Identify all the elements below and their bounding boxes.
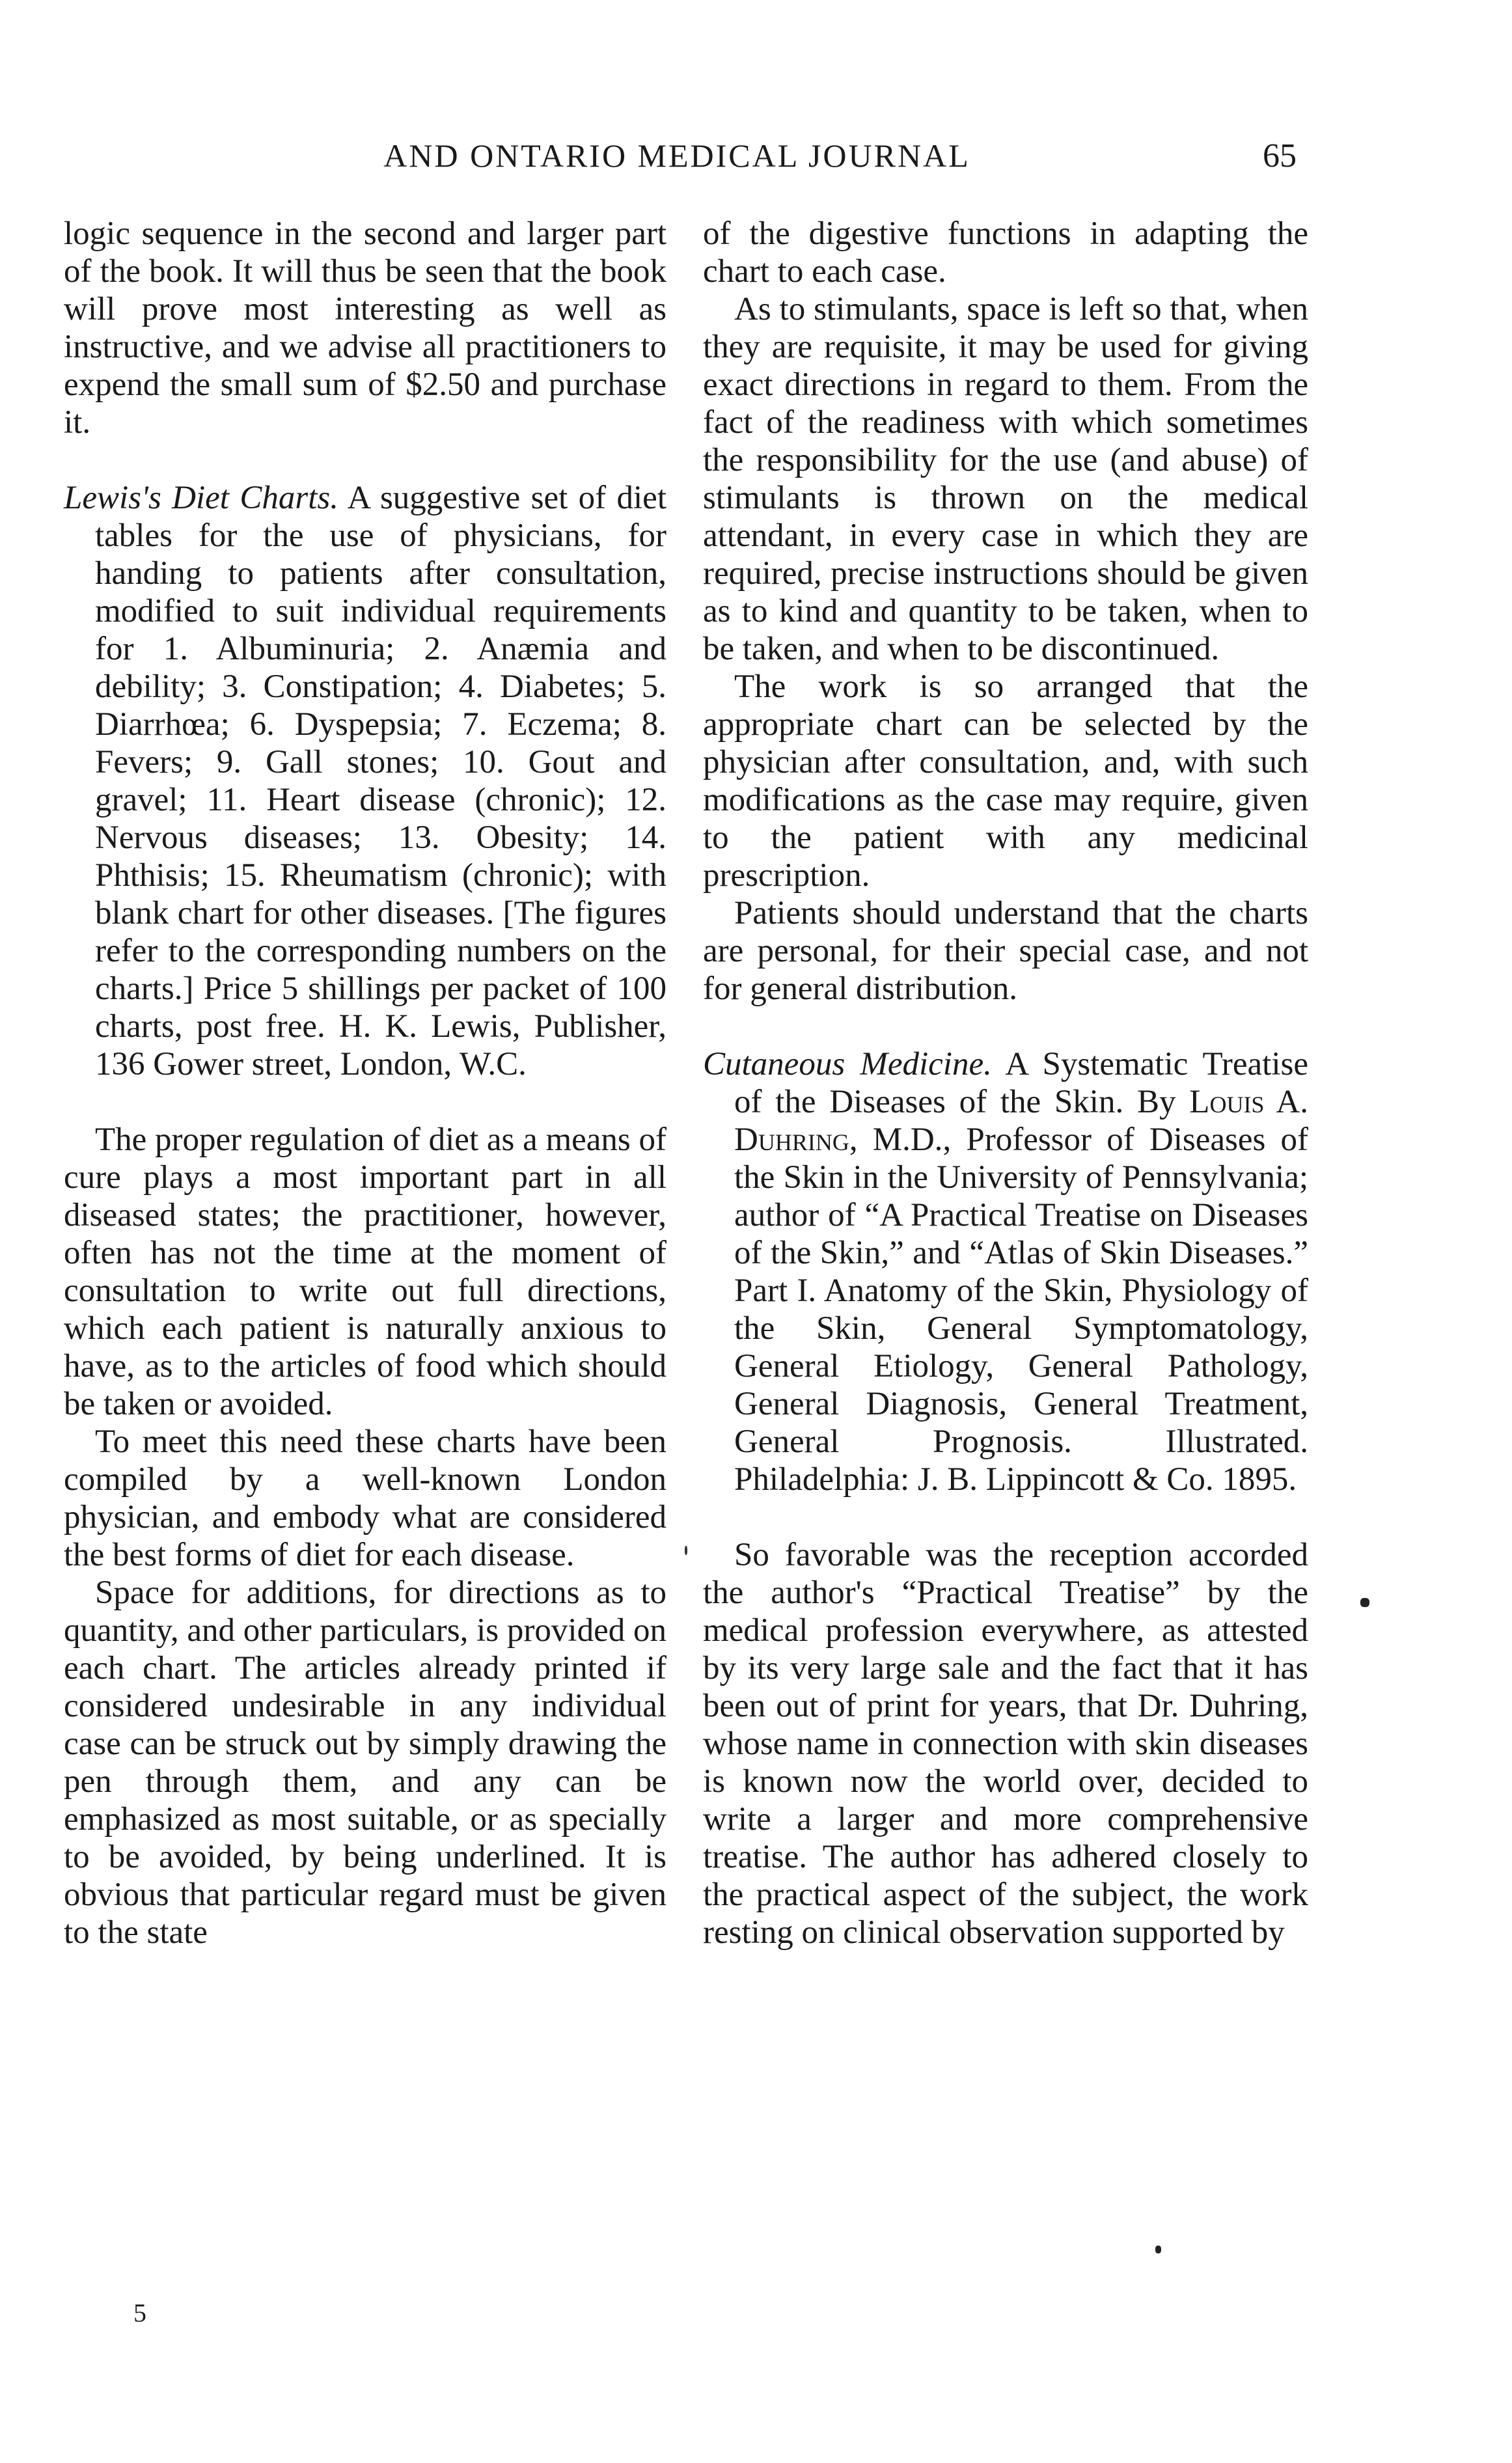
review-citation: , Professor of Diseases of the Skin in the University of Pennsylvania; author of “A Practical Treatise on Diseases of the Skin,” and “Atlas of Skin Diseases.” Part I. Anatomy of the Skin, Physiology of the Skin, General Symptomatology, General Etiology, General Pathology, General Diagnosis, General Treatment, General Prognosis. Illustrated. Philadelphia: J. B. Lippincott & Co. 1895. xyxy=(734,1121,1308,1498)
paragraph: The proper regulation of diet as a means of cure plays a most important part in all diseased states; the practitioner, however, often has not the time at the moment of consultation to write out full directions, which each patient is naturally anxious to have, as to the articles of food which should be taken or avoided. xyxy=(64,1121,667,1422)
paragraph: To meet this need these charts have been compiled by a well-known London physician, and embody what are considered the best forms of diet for each disease. xyxy=(64,1424,667,1573)
ink-speck xyxy=(1155,2246,1161,2253)
paragraph: The work is so arranged that the appropriate chart can be selected by the physician after consultation, and, with such modifications as the case may require, given to the patient with any medicinal prescription. xyxy=(703,668,1308,894)
review-title: Cutaneous Medicine. xyxy=(703,1046,992,1082)
review-citation: A suggestive set of diet tables for the use of physicians, for handing to patients after consultation, modified to suit individual requirements for 1. Albuminuria; 2. Anæmia and debility; 3. Constipation; 4. Diabetes; 5. Diarrhœa; 6. Dyspepsia; 7. Eczema; 8. Fevers; 9. Gall stones; 10. Gout and gravel; 11. Heart disease (chronic); 12. Nervous diseases; 13. Obesity; 14. Phthisis; 15. Rheumatism (chronic); with blank chart for other diseases. [The figures refer to the corresponding numbers on the charts.] Price 5 shillings per packet of 100 charts, post free. H. K. Lewis, Publisher, 136 Gower street, London, W.C. xyxy=(95,480,667,1082)
signature-mark: 5 xyxy=(133,2298,146,2328)
review-entry-diet-charts xyxy=(64,479,667,1083)
review-citation: A Systematic Treatise of the Diseases of the Skin. By xyxy=(734,1046,1308,1120)
review-author: Louis A. Duhring, M.D. xyxy=(734,1084,1309,1158)
paragraph: logic sequence in the second and larger part of the book. It will thus be seen that the book will prove most interesting as well as instructive, and we advise all practitioners to expend the small sum of $2.50 and purchase it. xyxy=(64,215,667,441)
running-header: AND ONTARIO MEDICAL JOURNAL xyxy=(383,137,970,174)
paragraph: As to stimulants, space is left so that, when they are requisite, it may be used for giving exact directions in regard to them. From the fact of the readiness with which sometimes the responsibility for the use (and abuse) of stimulants is thrown on the medical attendant, in every case in which they are required, precise instructions should be given as to kind and quantity to be taken, when to be taken, and when to be discontinued. xyxy=(703,291,1308,667)
left-column xyxy=(64,215,667,1951)
ink-speck xyxy=(1360,1598,1369,1607)
review-title: Lewis's Diet Charts. xyxy=(64,480,338,516)
review-entry-cutaneous-medicine xyxy=(703,1045,1308,1498)
right-column xyxy=(703,215,1308,1951)
ink-speck xyxy=(685,1546,687,1555)
page-number: 65 xyxy=(1263,137,1297,174)
paragraph: So favorable was the reception accorded the author's “Practical Treatise” by the medical profession everywhere, as attested by its very large sale and the fact that it has been out of print for years, that Dr. Duhring, whose name in connection with skin diseases is known now the world over, decided to write a larger and more comprehensive treatise. The author has adhered closely to the practical aspect of the subject, the work resting on clinical observation supported by xyxy=(703,1537,1308,1951)
paragraph: Space for additions, for directions as to quantity, and other particulars, is provided on each chart. The articles already printed if considered undesirable in any individual case can be struck out by simply drawing the pen through them, and any can be emphasized as most suitable, or as specially to be avoided, by being underlined. It is obvious that particular regard must be given to the state xyxy=(64,1575,667,1951)
paragraph: of the digestive functions in adapting the chart to each case. xyxy=(703,215,1308,290)
paragraph: Patients should understand that the charts are personal, for their special case, and not for general distribution. xyxy=(703,895,1308,1007)
